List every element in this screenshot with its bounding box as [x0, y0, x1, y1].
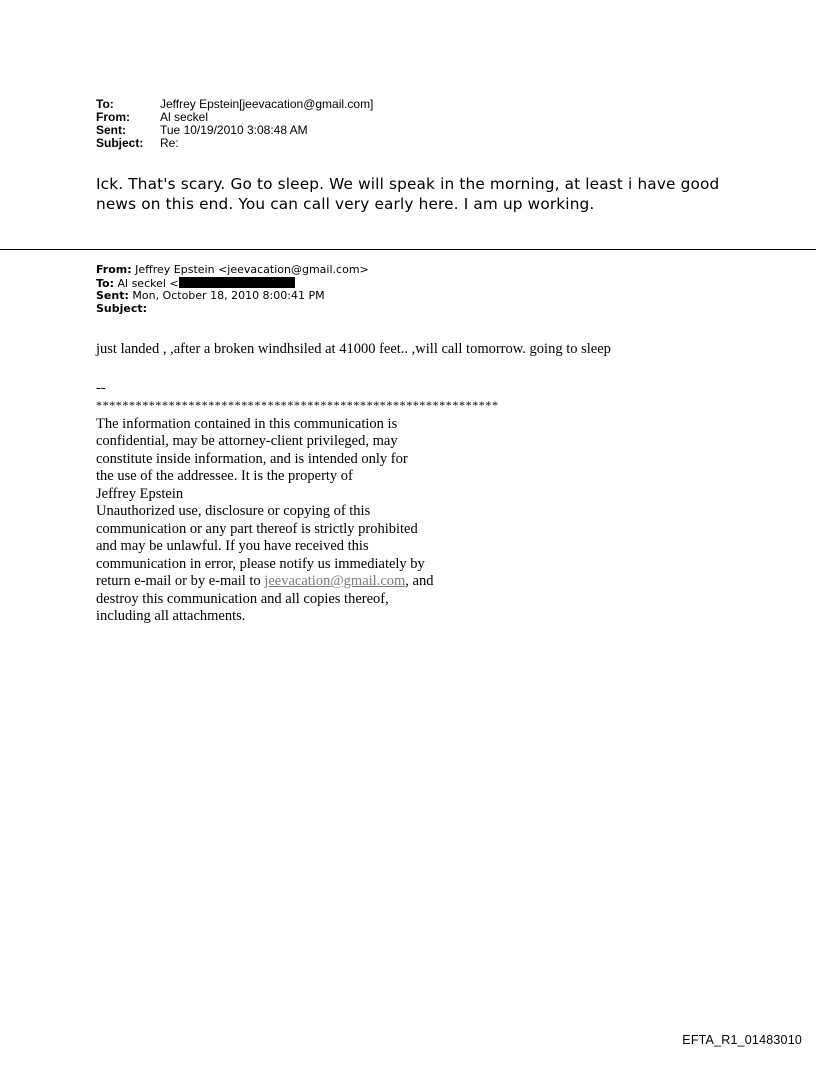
quoted-header [96, 264, 369, 315]
signature-stars: ************************************************************* [96, 397, 499, 412]
sent-value: Tue 10/19/2010 3:08:48 AM [160, 123, 308, 137]
to-row [96, 98, 373, 111]
quoted-to-value: Al seckel < [117, 276, 179, 290]
sent-label: Sent: [96, 123, 126, 137]
quoted-to-row [96, 277, 369, 291]
return-suffix: , and [405, 573, 434, 589]
quoted-sent-value: Mon, October 18, 2010 8:00:41 PM [132, 289, 325, 302]
email-header [96, 98, 373, 150]
document-id: EFTA_R1_01483010 [682, 1033, 802, 1047]
email-link[interactable]: jeevacation@gmail.com [264, 573, 406, 589]
divider [0, 249, 816, 250]
disclaimer-line: communication or any part thereof is strictly prohibited [96, 520, 418, 537]
from-value: Al seckel [160, 110, 209, 124]
return-prefix: return e-mail or by e-mail to [96, 573, 265, 589]
disclaimer-line: confidential, may be attorney-client privileged, may [96, 433, 398, 449]
disclaimer-line: Unauthorized use, disclosure or copying of this [96, 503, 371, 519]
disclaimer [96, 416, 496, 626]
to-value: Jeffrey Epstein[jeevacation@gmail.com] [160, 97, 374, 111]
subject-value: Re: [160, 136, 179, 150]
quoted-sent-label: Sent: [96, 289, 129, 302]
quoted-from-row [96, 264, 369, 277]
signature-dashes: -- [96, 380, 106, 396]
disclaimer-return-line [96, 573, 496, 591]
disclaimer-line: Jeffrey Epstein [96, 485, 184, 502]
subject-row [96, 137, 373, 150]
disclaimer-line: constitute inside information, and is intended only for [96, 450, 408, 467]
subject-label: Subject: [96, 136, 144, 150]
to-label: To: [96, 97, 114, 111]
quoted-to-label: To: [96, 276, 114, 290]
disclaimer-line: destroy this communication and all copies thereof, [96, 590, 389, 607]
quoted-from-label: From: [96, 263, 132, 276]
disclaimer-line: The information contained in this communication is [96, 415, 398, 432]
original-body: just landed , ,after a broken windhsiled at 41000 feet.. ,will call tomorrow. going to sleep [96, 341, 611, 357]
reply-body: Ick. That's scary. Go to sleep. We will speak in the morning, at least i have good news on this end. You can call very early here. I am up working. [96, 175, 720, 213]
signature-block [96, 380, 499, 626]
quoted-subject-label: Subject: [96, 301, 148, 315]
disclaimer-line: communication in error, please notify us immediately by [96, 555, 425, 572]
disclaimer-line: including all attachments. [96, 608, 246, 624]
quoted-from-value: Jeffrey Epstein <jeevacation@gmail.com> [135, 263, 369, 276]
quoted-subject-row [96, 303, 369, 316]
from-label: From: [96, 110, 130, 124]
redaction-box [179, 277, 295, 288]
disclaimer-line: and may be unlawful. If you have received this [96, 538, 369, 554]
disclaimer-line: the use of the addressee. It is the property of [96, 468, 353, 484]
